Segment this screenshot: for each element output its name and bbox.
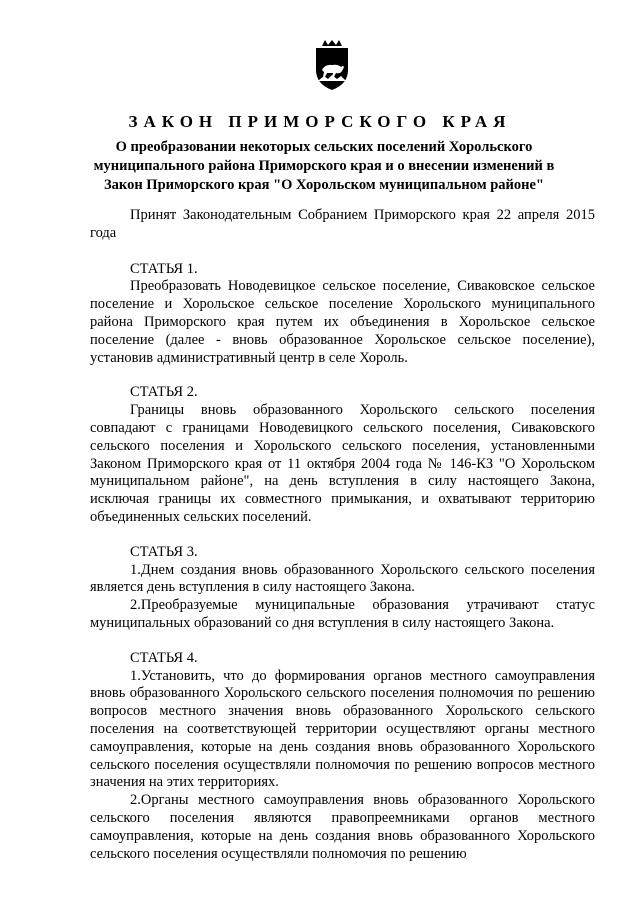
article-paragraph: 1.Днем создания вновь образованного Хорольского сельского поселения является день вступления в силу настоящего Закона. (90, 561, 595, 596)
article-heading: СТАТЬЯ 2. (130, 384, 198, 401)
article-2 (90, 384, 595, 526)
article-paragraph: 1.Установить, что до формирования органов местного самоуправления вновь образованного Хорольского сельского поселения полномочия по решению вопросов местного значения вновь образованного Хорольского сельского поселения на соответствующей территории осуществляют органы местного самоуправления, которые на день создания вновь образованного Хорольского сельского поселения осуществляли полномочия по решению вопросов местного значения на этих территориях. (90, 667, 595, 791)
article-paragraph: 2.Органы местного самоуправления вновь образованного Хорольского сельского поселения являются правопреемниками органов местного самоуправления, которые на день создания вновь образованного Хорольского сельского поселения осуществляли полномочия по решению (90, 792, 595, 862)
article-paragraph: Преобразовать Новодевицкое сельское поселение, Сиваковское сельское поселение и Хорольское сельское поселение Хорольского муниципального района Приморского края путем их объединения в Хорольское сельское поселение (далее - вновь образованное Хорольское сельское поселение), установив административный центр в селе Хороль. (90, 278, 595, 366)
article-heading: СТАТЬЯ 4. (130, 649, 198, 666)
primorsky-krai-coat-of-arms-icon (310, 40, 354, 92)
article-heading: СТАТЬЯ 3. (130, 543, 198, 560)
law-body (90, 207, 595, 863)
article-1 (90, 261, 595, 368)
article-paragraph: Границы вновь образованного Хорольского сельского поселения совпадают с границами Новодевицкого сельского поселения, Сиваковского сельского поселения и Хорольского сельского поселения, установленными Законом Приморского края от 11 октября 2004 года № 146-КЗ "О Хорольском муниципальном районе", на день вступления в силу настоящего Закона, исключая границы их совместного примыкания, и охватывают территорию объединенных сельских поселений. (90, 402, 595, 525)
adoption-note: Принят Законодательным Собранием Приморского края 22 апреля 2015 года (90, 207, 595, 241)
article-heading: СТАТЬЯ 1. (130, 260, 198, 277)
article-3 (90, 544, 595, 633)
article-4 (90, 650, 595, 864)
law-subtitle: О преобразовании некоторых сельских поселений Хорольского муниципального района Приморского края и о внесении изменений в Закон Приморского края "О Хорольском муниципальном районе" (93, 139, 555, 193)
article-paragraph: 2.Преобразуемые муниципальные образования утрачивают статус муниципальных образований со дня вступления в силу настоящего Закона. (90, 597, 595, 631)
law-title: ЗАКОН ПРИМОРСКОГО КРАЯ (128, 112, 512, 131)
